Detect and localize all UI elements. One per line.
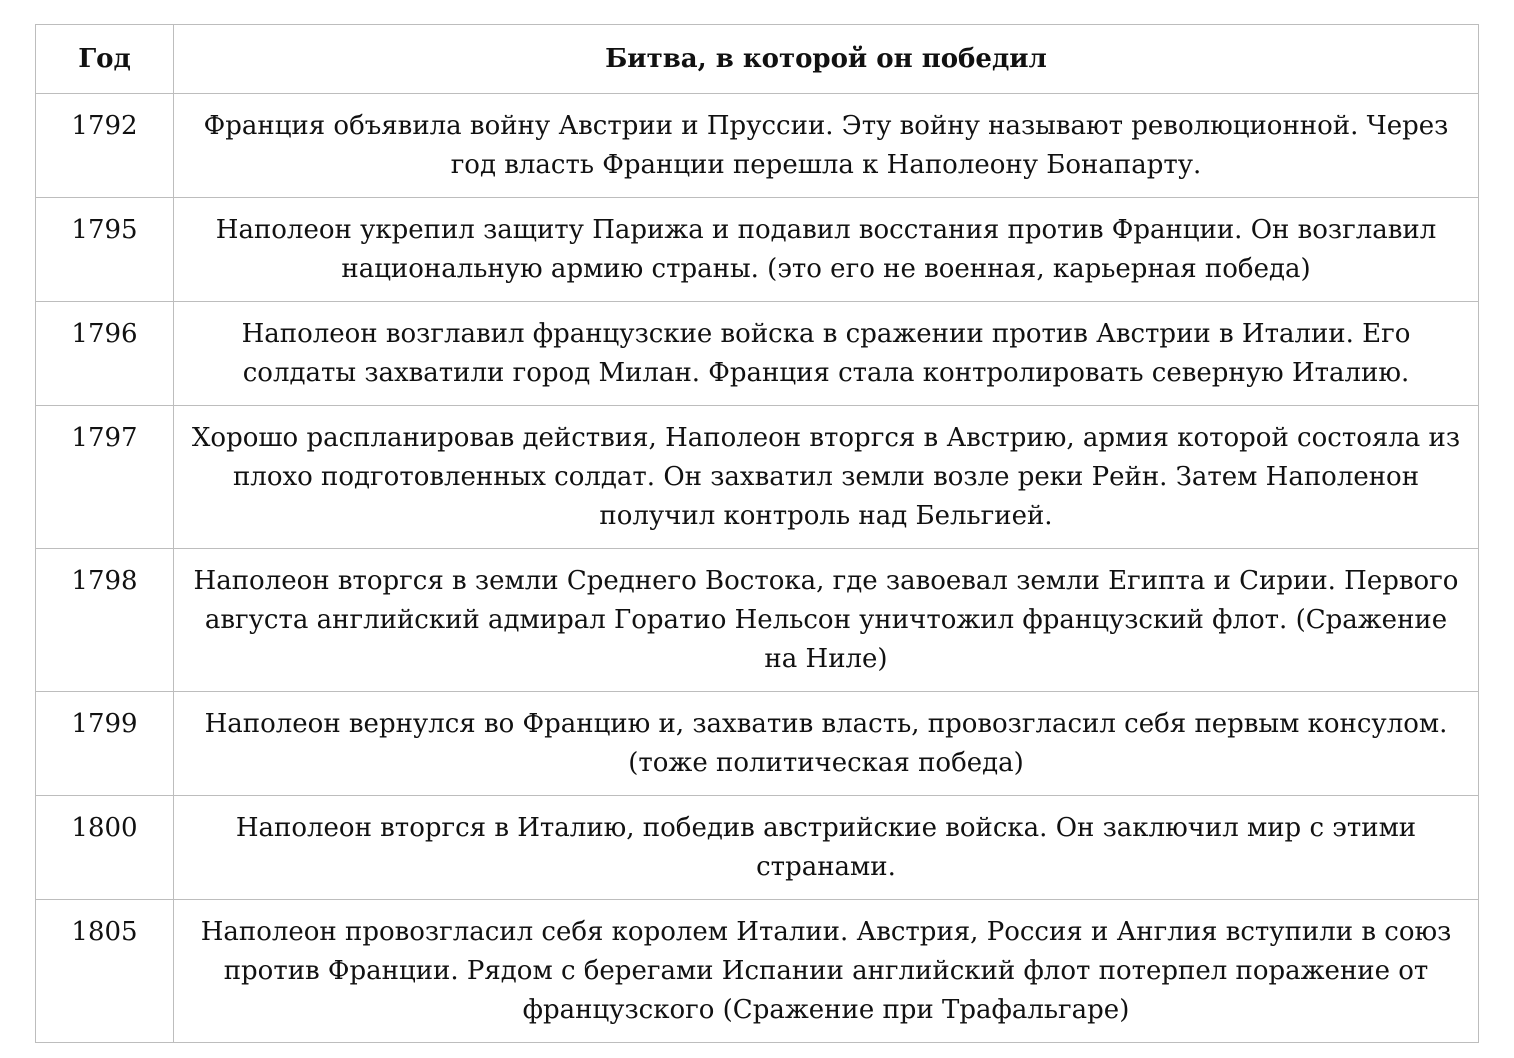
year-cell: 1800 [36,796,174,900]
battle-column-header: Битва, в которой он победил [174,25,1479,94]
table-row [36,692,1479,796]
table-row [36,900,1479,1043]
table-row [36,198,1479,302]
table-row [36,302,1479,406]
year-cell: 1805 [36,900,174,1043]
year-cell: 1799 [36,692,174,796]
table-row [36,406,1479,549]
year-cell: 1798 [36,549,174,692]
table-row [36,94,1479,198]
battle-description-cell: Наполеон вторгся в Италию, победив австрийские войска. Он заключил мир с этими странами. [174,796,1479,900]
table-row [36,796,1479,900]
year-column-header: Год [36,25,174,94]
battle-description-cell: Наполеон провозгласил себя королем Италии. Австрия, Россия и Англия вступили в союз против Франции. Рядом с берегами Испании английский флот потерпел поражение от французского (Сражение при Трафальгаре) [174,900,1479,1043]
napoleon-battles-table [35,24,1479,1043]
year-cell: 1792 [36,94,174,198]
battle-description-cell: Наполеон вторгся в земли Среднего Востока, где завоевал земли Египта и Сирии. Первого августа английский адмирал Горатио Нельсон уничтожил французский флот. (Сражение на Ниле) [174,549,1479,692]
battle-description-cell: Хорошо распланировав действия, Наполеон вторгся в Австрию, армия которой состояла из плохо подготовленных солдат. Он захватил земли возле реки Рейн. Затем Наполенон получил контроль над Бельгией. [174,406,1479,549]
year-cell: 1797 [36,406,174,549]
battle-description-cell: Франция объявила войну Австрии и Пруссии. Эту войну называют революционной. Через год власть Франции перешла к Наполеону Бонапарту. [174,94,1479,198]
table-header-row [36,25,1479,94]
year-cell: 1796 [36,302,174,406]
battle-description-cell: Наполеон вернулся во Францию и, захватив власть, провозгласил себя первым консулом. (тоже политическая победа) [174,692,1479,796]
battle-description-cell: Наполеон укрепил защиту Парижа и подавил восстания против Франции. Он возглавил национальную армию страны. (это его не военная, карьерная победа) [174,198,1479,302]
year-cell: 1795 [36,198,174,302]
table-row [36,549,1479,692]
battle-description-cell: Наполеон возглавил французские войска в сражении против Австрии в Италии. Его солдаты захватили город Милан. Франция стала контролировать северную Италию. [174,302,1479,406]
